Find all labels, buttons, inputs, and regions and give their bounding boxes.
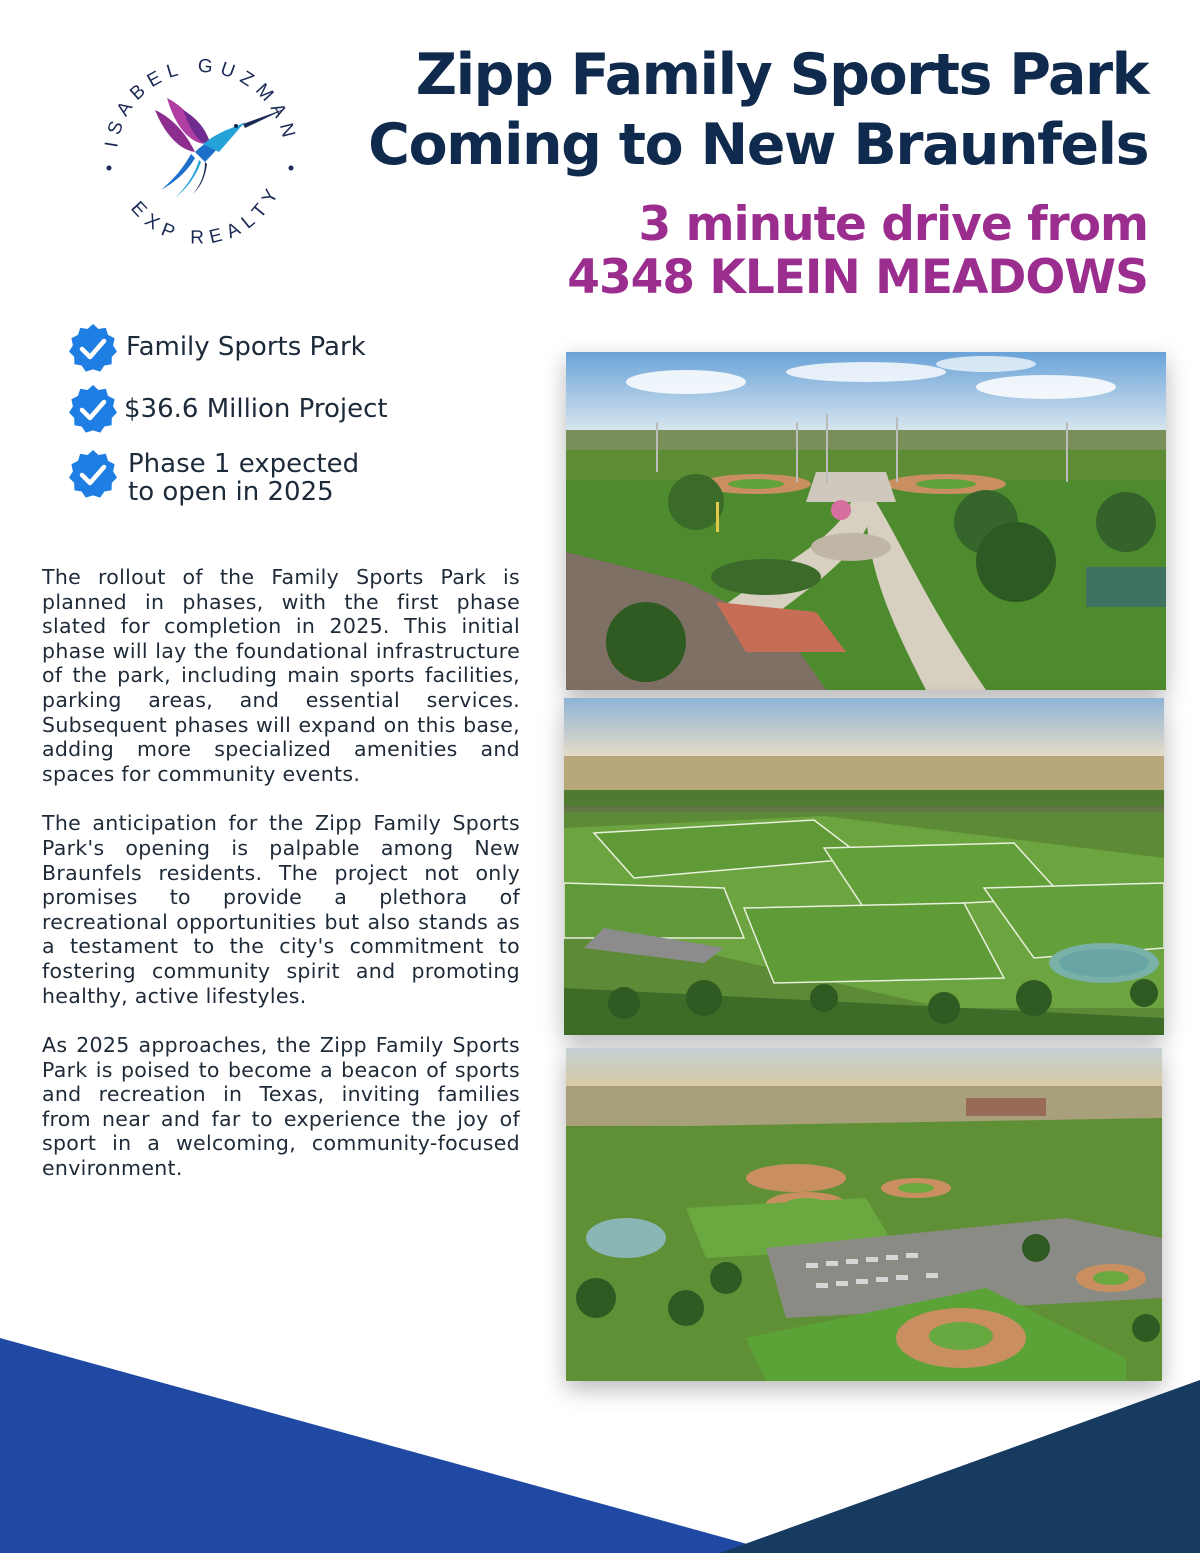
park-rendering-soccer-fields (564, 698, 1164, 1035)
paragraph: The anticipation for the Zipp Family Sports Park's opening is palpable among New Braunfels residents. The project not only promises to provide a plethora of recreational opportunities but also stands as a testament to the city's commitment to fostering community spirit and promoting healthy, active lifestyles. (42, 811, 520, 1008)
highlight-item (66, 383, 388, 437)
title-line-2: Coming to New Braunfels (368, 112, 1148, 178)
logo-mark (95, 40, 305, 250)
verified-check-icon (66, 383, 120, 437)
verified-check-icon (66, 322, 120, 376)
logo-name-text: ISABEL GUZMAN (101, 55, 301, 149)
article-body (42, 565, 520, 1206)
subtitle-line-1: 3 minute drive from (638, 197, 1148, 252)
subtitle-line-2: 4348 KLEIN MEADOWS (567, 250, 1148, 305)
highlight-text: Phase 1 expected (128, 449, 360, 479)
page-subtitle (288, 198, 1148, 304)
paragraph: As 2025 approaches, the Zipp Family Sports Park is poised to become a beacon of sports and recreation in Texas, inviting families from near and far to experience the joy of sport in a welcoming, community-focused environment. (42, 1033, 520, 1181)
highlight-text: $36.6 Million Project (124, 394, 388, 424)
page-title (288, 40, 1148, 180)
verified-check-icon (66, 448, 120, 502)
highlight-item (66, 322, 366, 376)
title-line-1: Zipp Family Sports Park (415, 42, 1148, 108)
bottom-decoration (0, 1300, 1200, 1553)
logo-brokerage-text: EXP REALTY (126, 180, 286, 249)
highlight-text-line2: to open in 2025 (128, 477, 334, 507)
highlight-item (66, 448, 359, 506)
paragraph: The rollout of the Family Sports Park is planned in phases, with the first phase slated for completion in 2025. This initial phase will lay the foundational infrastructure of the park, including main sports facilities, parking areas, and essential services. Subsequent phases will expand on this base, adding more specialized amenities and spaces for community events. (42, 565, 520, 786)
logo (95, 40, 305, 250)
park-rendering-walkway (566, 352, 1166, 690)
highlight-text: Family Sports Park (126, 332, 366, 362)
